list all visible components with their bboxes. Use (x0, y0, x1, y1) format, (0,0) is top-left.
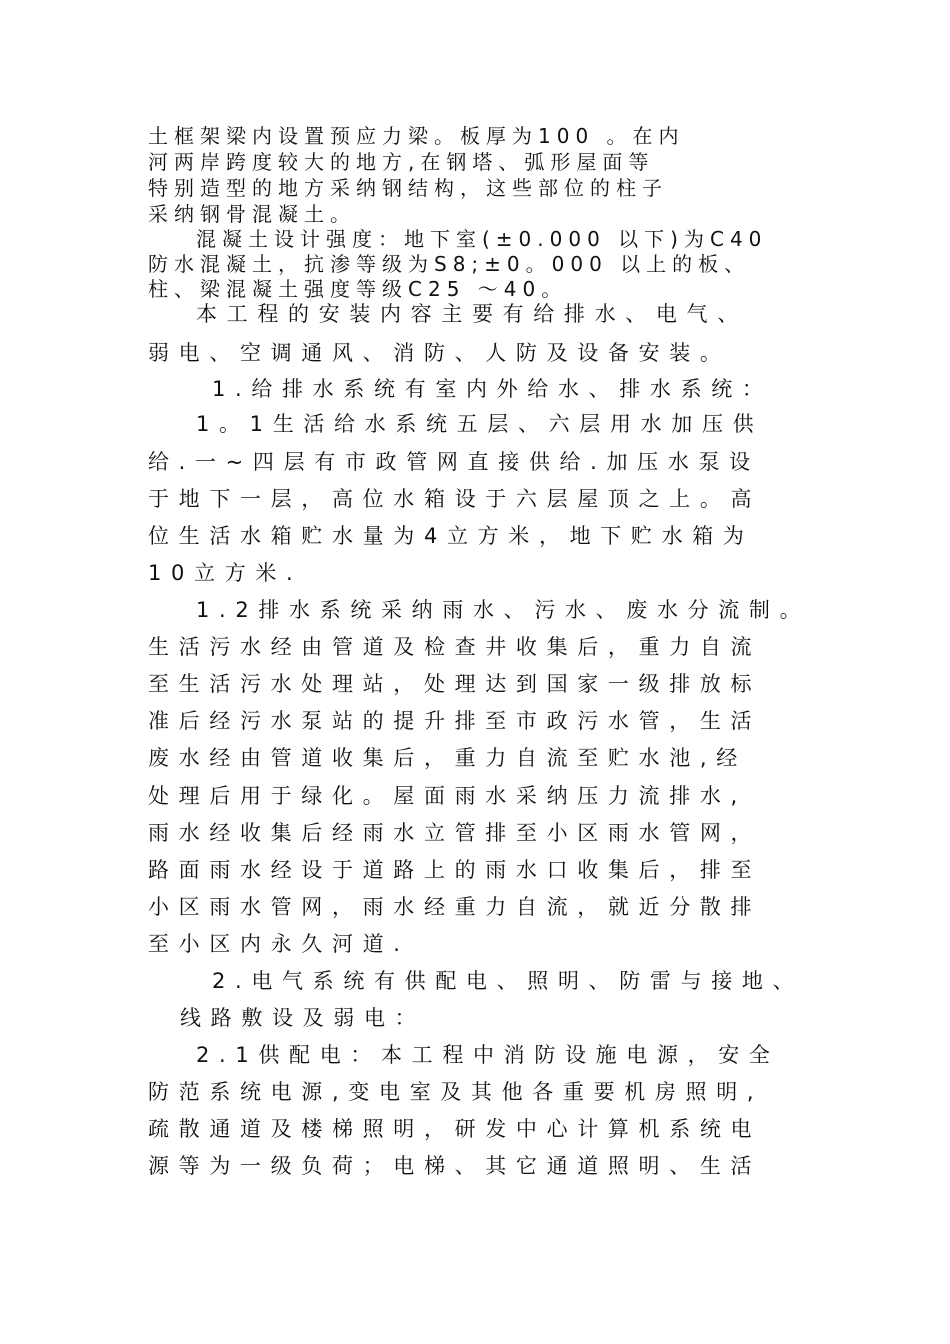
text-line: 混凝土设计强度：地下室(±0.000 以下)为C40 (196, 227, 768, 251)
text-line: 1.2排水系统采纳雨水、污水、废水分流制。 (196, 598, 811, 622)
text-line: 1。1生活给水系统五层、六层用水加压供 (196, 412, 764, 436)
text-line: 至生活污水处理站，处理达到国家一级排放标 (148, 672, 762, 696)
text-line: 2.1供配电：本工程中消防设施电源，安全 (196, 1043, 780, 1067)
text-line: 10立方米. (148, 561, 303, 585)
text-line: 2.电气系统有供配电、照明、防雷与接地、 (212, 969, 804, 993)
text-line: 弱电、空调通风、消防、人防及设备安装。 (148, 341, 731, 365)
text-line: 特别造型的地方采纳钢结构，这些部位的柱子 (148, 176, 668, 200)
text-line: 小区雨水管网，雨水经重力自流，就近分散排 (148, 895, 762, 919)
text-line: 本工程的安装内容主要有给排水、电气、 (196, 302, 748, 326)
text-line: 给.一~四层有市政管网直接供给.加压水泵设 (148, 450, 760, 474)
text-line: 1.给排水系统有室内外给水、排水系统： (212, 377, 773, 401)
text-line: 废水经由管道收集后，重力自流至贮水池,经 (148, 746, 747, 770)
text-line: 防水混凝土，抗渗等级为S8;±0。000 以上的板、 (148, 252, 751, 276)
text-line: 土框架梁内设置预应力梁。板厚为100 。在内 (148, 124, 685, 148)
text-line: 防范系统电源,变电室及其他各重要机房照明, (148, 1080, 764, 1104)
text-line: 柱、梁混凝土强度等级C25 ～40。 (148, 277, 568, 301)
text-line: 河两岸跨度较大的地方,在钢塔、弧形屋面等 (148, 150, 655, 174)
text-line: 准后经污水泵站的提升排至市政污水管，生活 (148, 709, 762, 733)
text-line: 路面雨水经设于道路上的雨水口收集后，排至 (148, 858, 762, 882)
text-line: 采纳钢骨混凝土。 (148, 202, 356, 226)
text-line: 位生活水箱贮水量为4立方米，地下贮水箱为 (148, 524, 754, 548)
text-line: 处理后用于绿化。屋面雨水采纳压力流排水, (148, 784, 747, 808)
text-line: 疏散通道及楼梯照明，研发中心计算机系统电 (148, 1117, 762, 1141)
text-line: 雨水经收集后经雨水立管排至小区雨水管网， (148, 821, 762, 845)
text-line: 至小区内永久河道. (148, 932, 410, 956)
text-line: 源等为一级负荷；电梯、其它通道照明、生活 (148, 1154, 762, 1178)
text-line: 于地下一层，高位水箱设于六层屋顶之上。高 (148, 487, 762, 511)
text-line: 生活污水经由管道及检查井收集后，重力自流 (148, 635, 762, 659)
text-line: 线路敷设及弱电： (180, 1006, 426, 1030)
